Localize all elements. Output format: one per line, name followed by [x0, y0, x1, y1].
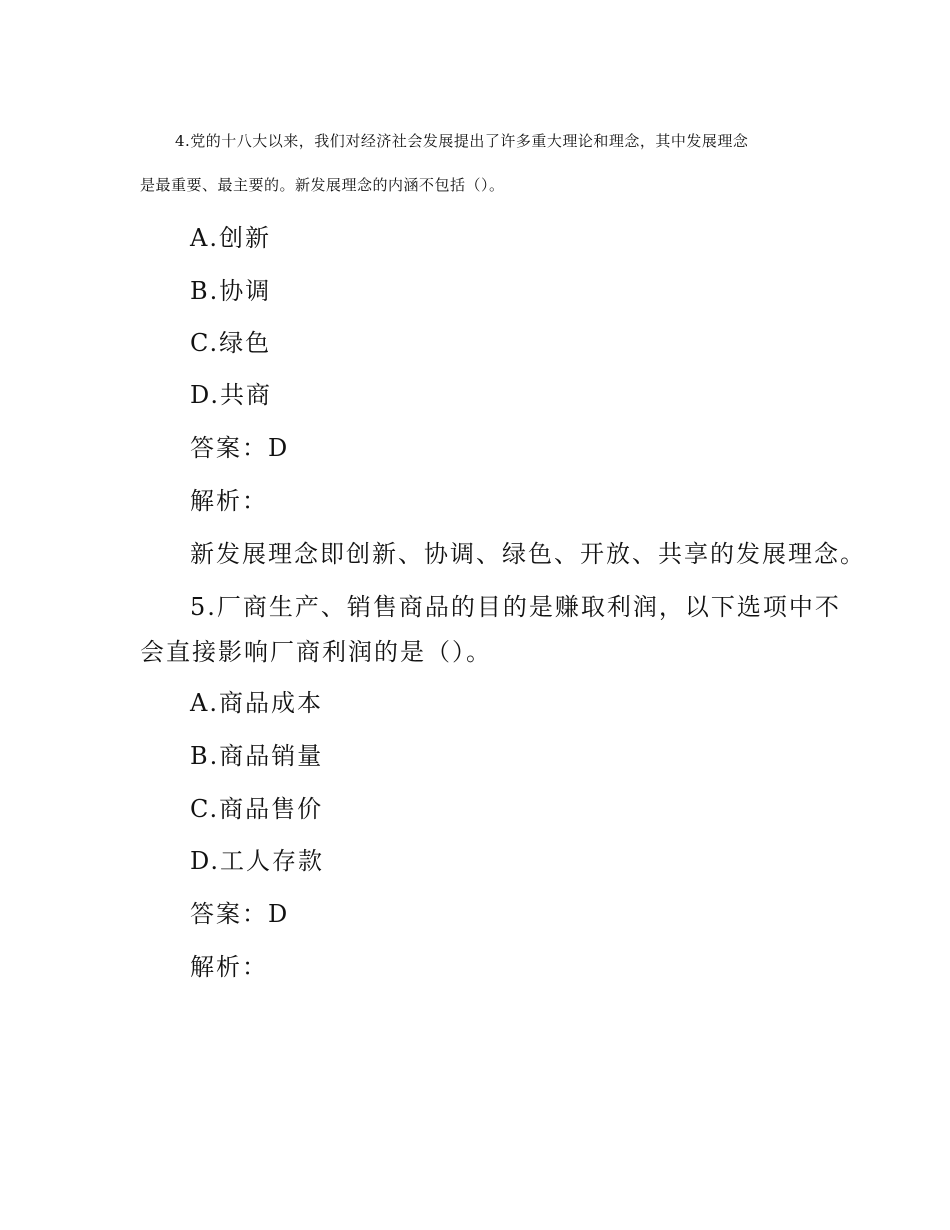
question-5-option-c: C.商品售价 — [190, 795, 324, 823]
question-5-analysis-label: 解析： — [190, 953, 268, 981]
question-4-option-d: D.共商 — [190, 381, 273, 409]
question-5-option-b: B.商品销量 — [190, 742, 324, 770]
question-5-stem-line-1: 5.厂商生产、销售商品的目的是赚取利润，以下选项中不 — [190, 593, 841, 621]
question-4-option-b: B.协调 — [190, 277, 272, 305]
question-4-option-a: A.创新 — [190, 224, 271, 252]
question-4-analysis-label: 解析： — [190, 487, 268, 515]
question-4-stem-line-2: 是最重要、最主要的。新发展理念的内涵不包括（）。 — [140, 176, 505, 194]
question-5-option-a: A.商品成本 — [190, 689, 323, 717]
question-5-answer: 答案：D — [190, 900, 290, 928]
question-5-stem-line-2: 会直接影响厂商利润的是（）。 — [140, 638, 492, 666]
question-4-answer: 答案：D — [190, 434, 290, 462]
question-4-stem-line-1: 4.党的十八大以来，我们对经济社会发展提出了许多重大理论和理念，其中发展理念 — [175, 132, 749, 150]
question-4-analysis-text: 新发展理念即创新、协调、绿色、开放、共享的发展理念。 — [190, 540, 866, 568]
question-4-option-c: C.绿色 — [190, 329, 272, 357]
question-5-option-d: D.工人存款 — [190, 847, 325, 875]
